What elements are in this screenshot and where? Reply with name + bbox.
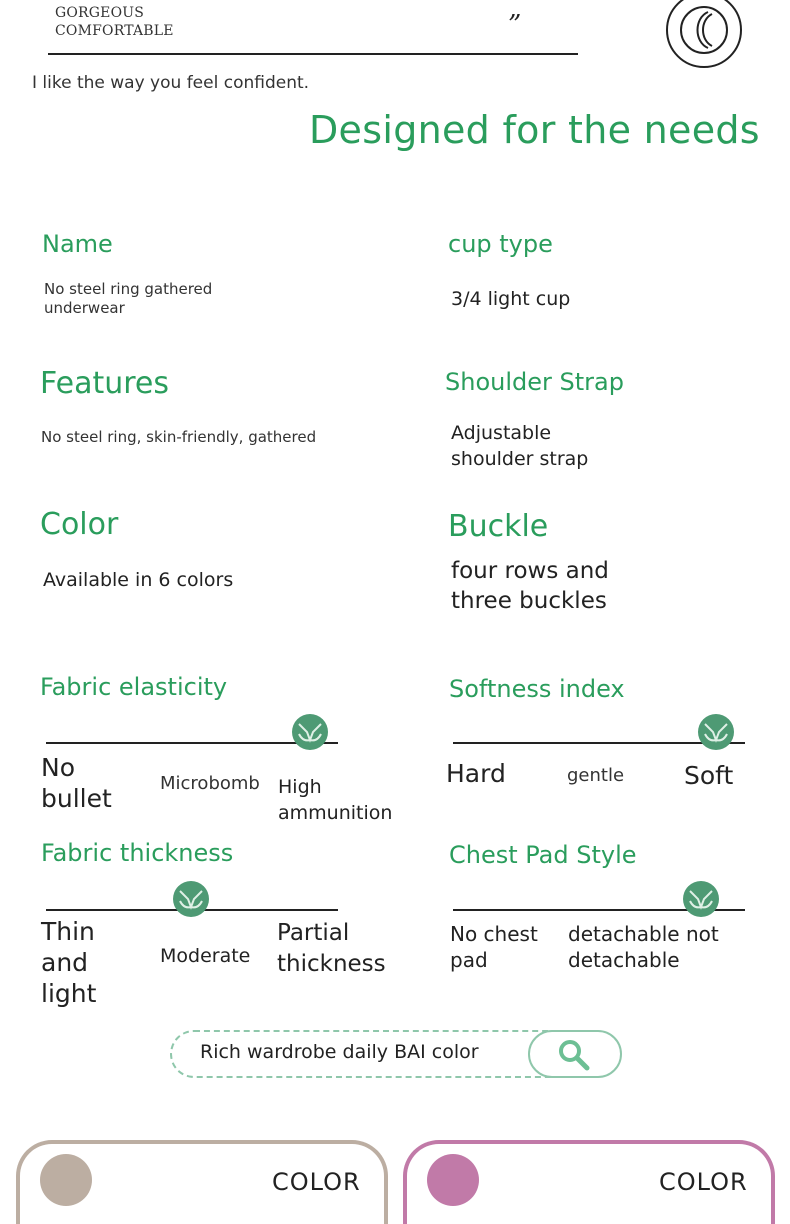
cup-type-label: cup type [448, 230, 553, 258]
color-card-label: COLOR [659, 1168, 748, 1196]
chest-pad-mid-label: detachable not detachable [568, 922, 719, 972]
color-card-pink[interactable] [403, 1140, 775, 1224]
color-label: Color [40, 507, 119, 542]
softness-low-label: Hard [446, 759, 506, 788]
color-card-label: COLOR [272, 1168, 361, 1196]
tagline-gorgeous: GORGEOUS [55, 5, 145, 21]
thickness-mid-label: Moderate [160, 945, 251, 967]
elasticity-high-label: High ammunition [278, 776, 393, 824]
elasticity-low-label: No bullet [41, 753, 112, 813]
bra-icon [295, 718, 325, 746]
cup-type-value: 3/4 light cup [451, 288, 571, 310]
buckle-label: Buckle [448, 509, 549, 544]
thickness-low-label: Thin and light [41, 917, 97, 1008]
color-value: Available in 6 colors [43, 569, 234, 591]
quote-mark: ” [508, 10, 522, 40]
softness-mid-label: gentle [567, 765, 625, 786]
search-icon [556, 1037, 592, 1073]
color-swatch-beige [40, 1154, 92, 1206]
tagline-comfortable: COMFORTABLE [55, 23, 174, 39]
elasticity-title: Fabric elasticity [40, 673, 228, 701]
name-label: Name [42, 230, 113, 258]
search-text: Rich wardrobe daily BAI color [200, 1041, 479, 1063]
brand-logo-icon [686, 10, 722, 50]
name-value: No steel ring gathered underwear [44, 280, 213, 317]
shoulder-strap-label: Shoulder Strap [445, 368, 624, 396]
chest-pad-title: Chest Pad Style [449, 841, 637, 869]
thickness-high-label: Partial thickness [277, 920, 386, 977]
chest-pad-low-label: No chest pad [450, 922, 538, 972]
color-swatch-pink [427, 1154, 479, 1206]
chest-pad-knob [683, 881, 719, 917]
search-button[interactable] [528, 1030, 622, 1078]
buckle-value: four rows and three buckles [451, 558, 609, 614]
bra-icon [176, 885, 206, 913]
softness-high-label: Soft [684, 761, 734, 790]
color-card-beige[interactable] [16, 1140, 388, 1224]
shoulder-strap-value: Adjustable shoulder strap [451, 422, 589, 470]
header-divider [48, 53, 578, 55]
brand-logo [666, 0, 742, 68]
features-value: No steel ring, skin-friendly, gathered [41, 428, 317, 446]
softness-knob [698, 714, 734, 750]
features-label: Features [40, 366, 169, 401]
thickness-knob [173, 881, 209, 917]
page-headline: Designed for the needs [309, 108, 760, 152]
intro-text: I like the way you feel confident. [32, 73, 310, 93]
bra-icon [701, 718, 731, 746]
elasticity-mid-label: Microbomb [160, 773, 260, 794]
elasticity-knob [292, 714, 328, 750]
thickness-title: Fabric thickness [41, 839, 234, 867]
softness-title: Softness index [449, 675, 625, 703]
bra-icon [686, 885, 716, 913]
